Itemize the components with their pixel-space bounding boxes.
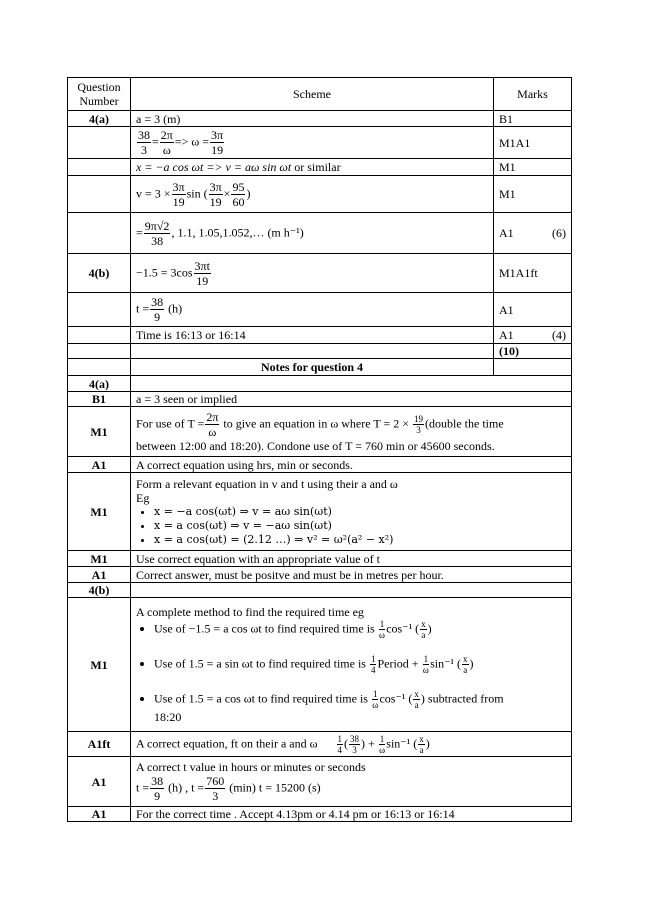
note-mark: A1 <box>68 807 131 822</box>
scheme-line: = $\frac{9\pi√2}{38}$ , 1.1, 1.05,1.052,… (m h⁻¹) <box>131 213 494 254</box>
scheme-line: −1.5 = 3cos $\frac{3\pi t}{19}$ <box>131 254 494 293</box>
header-scheme: Scheme <box>131 78 494 111</box>
bullet-item: • Use of −1.5 = a cos ωt to find required time is $\frac{1}{\omega}$ cos⁻¹ ( $\frac{x}{a}$ ) <box>154 619 566 640</box>
notes-title: Notes for question 4 <box>131 359 494 376</box>
note-text: Form a relevant equation in v and t using their a and ω Eg • x = −a cos(ωt) ⇒ v = aω sin(ωt) • x = a cos(ωt) ⇒ v = −aω sin(ωt) • x = a cos(ωt) = (2.12 …) ⇒ v² = ω²(a² − x²) <box>131 473 572 551</box>
scheme-line: t = $\frac{38}{9}$ (h) <box>131 293 494 327</box>
note-mark: A1ft <box>68 732 131 757</box>
mark: A1 <box>494 293 572 327</box>
question-4b: 4(b) <box>68 254 131 293</box>
note-mark: M1 <box>68 551 131 567</box>
note-mark: A1 <box>68 567 131 583</box>
bullet-item: • x = a cos(ωt) ⇒ v = −aω sin(ωt) <box>154 519 566 533</box>
note-text: Use correct equation with an appropriate value of t <box>131 551 572 567</box>
note-text: For the correct time . Accept 4.13pm or 4.14 pm or 16:13 or 16:14 <box>131 807 572 822</box>
note-text: A complete method to find the required time eg • Use of −1.5 = a cos ωt to find required time is $\frac{1}{\omega}$ cos⁻¹ ( $\frac{x}{a}$ ) • Use of 1.5 = a sin ωt to find required time is $\frac{1}{4}$ Period + $\frac{1}{\omega}$ sin⁻¹ ( $\frac{x}{a}$ ) • Use of 1.5 = a cos ωt to find required time is $\frac{1}{\omega}$ cos⁻¹ ( $\frac{x}{a}$ ) subtracted from 18:20 <box>131 598 572 732</box>
mark-scheme-table <box>67 77 572 822</box>
note-text: Correct answer, must be positve and must be in metres per hour. <box>131 567 572 583</box>
mark: M1 <box>494 176 572 213</box>
header-marks: Marks <box>494 78 572 111</box>
note-mark: A1 <box>68 757 131 807</box>
bullet-item: • x = a cos(ωt) = (2.12 …) ⇒ v² = ω²(a² − x²) <box>154 533 566 547</box>
scheme-line: Time is 16:13 or 16:14 <box>131 327 494 344</box>
note-text: A correct equation using hrs, min or seconds. <box>131 457 572 473</box>
mark: B1 <box>494 111 572 127</box>
scheme-line: $\frac{38}{3}$ = $\frac{2\pi}{\omega}$ => ω = $\frac{3\pi}{19}$ <box>131 127 494 159</box>
notes-4a-label: 4(a) <box>68 376 131 392</box>
part-total: (4) <box>552 328 566 342</box>
bullet-item: • x = −a cos(ωt) ⇒ v = aω sin(ωt) <box>154 505 566 519</box>
mark: A1 <box>499 328 514 342</box>
scheme-line: v = 3 × $\frac{3\pi}{19}$ sin ( $\frac{3\pi}{19}$ × $\frac{95}{60}$ ) <box>131 176 494 213</box>
mark: A1 <box>499 226 514 240</box>
note-text: For use of T = $\frac{2\pi}{\omega}$ to give an equation in ω where T = 2 × $\frac{19}{3}$ (double the time between 12:00 and 18:20). Condone use of T = 760 min or 45600 seconds. <box>131 407 572 457</box>
mark: M1A1 <box>494 127 572 159</box>
scheme-line: a = 3 (m) <box>131 111 494 127</box>
bullet-item: • Use of 1.5 = a cos ωt to find required time is $\frac{1}{\omega}$ cos⁻¹ ( $\frac{x}{a}$ ) subtracted from 18:20 <box>154 689 566 724</box>
mark: M1A1ft <box>494 254 572 293</box>
note-text: a = 3 seen or implied <box>131 392 572 407</box>
scheme-line: x = −a cos ωt => v = aω sin ωt or similar <box>131 159 494 176</box>
note-mark: M1 <box>68 473 131 551</box>
mark: M1 <box>494 159 572 176</box>
note-mark: M1 <box>68 407 131 457</box>
note-mark: A1 <box>68 457 131 473</box>
bullet-item: • Use of 1.5 = a sin ωt to find required time is $\frac{1}{4}$ Period + $\frac{1}{\omega}$ sin⁻¹ ( $\frac{x}{a}$ ) <box>154 654 566 675</box>
header-question-number: Question Number <box>68 78 131 111</box>
note-mark: M1 <box>68 598 131 732</box>
question-4a: 4(a) <box>68 111 131 127</box>
part-total: (6) <box>552 226 566 240</box>
note-text: A correct t value in hours or minutes or seconds t = $\frac{38}{9}$ (h) , t = $\frac{760}{3}$ (min) t = 15200 (s) <box>131 757 572 807</box>
note-mark: B1 <box>68 392 131 407</box>
note-text: A correct equation, ft on their a and ω $\frac{1}{4}$ ( $\frac{38}{3}$ ) + $\frac{1}{\omega}$ sin⁻¹ ( $\frac{x}{a}$ ) <box>131 732 572 757</box>
question-total: (10) <box>494 344 572 359</box>
notes-4b-label: 4(b) <box>68 583 131 598</box>
